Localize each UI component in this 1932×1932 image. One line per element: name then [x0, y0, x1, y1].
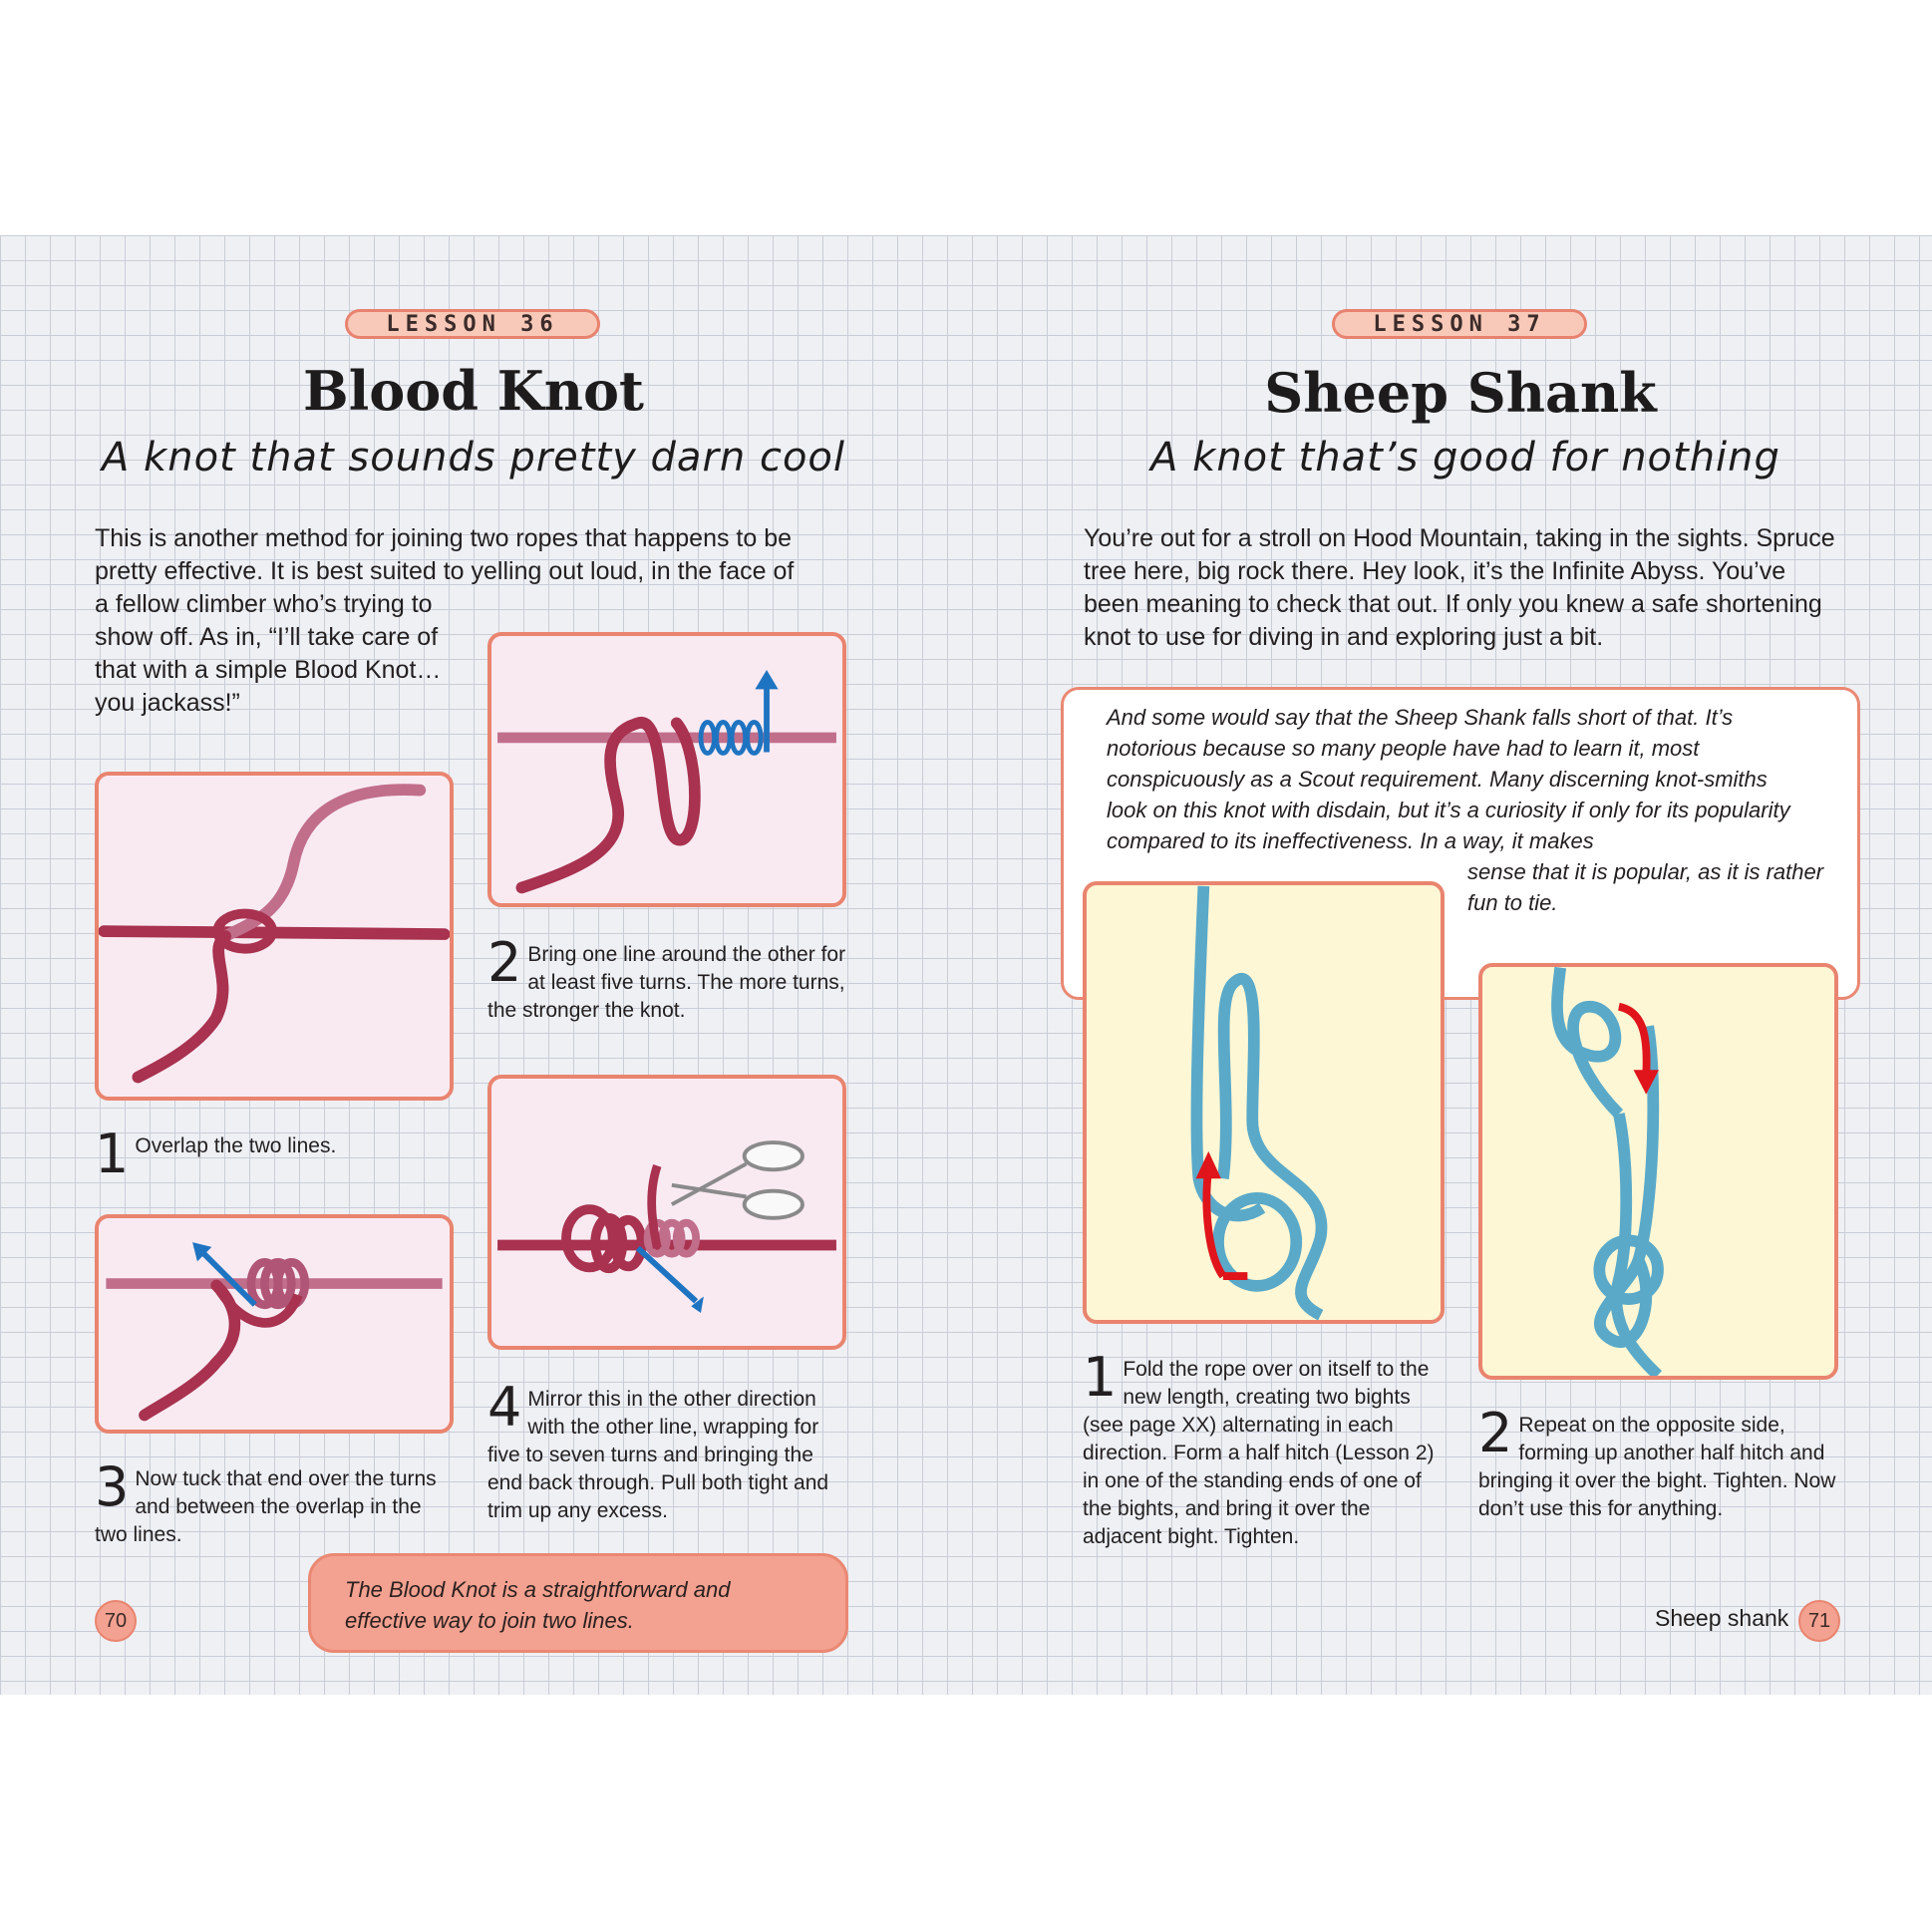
rope-bight-icon: [1087, 885, 1441, 1320]
step-1-description: Overlap the two lines.: [135, 1134, 337, 1157]
step-1-illustration: [1083, 881, 1445, 1324]
step-2-illustration: [1478, 963, 1838, 1380]
step-1-number: 1: [95, 1123, 130, 1185]
rope-wrap-icon: [491, 636, 842, 903]
step-4-number: 4: [487, 1376, 522, 1439]
step-2-description: Bring one line around the other for at least five turns. The more turns, the stronger the knot.: [487, 943, 846, 1022]
step-3-text: [95, 1455, 454, 1549]
page-number-right: 71: [1798, 1600, 1840, 1642]
page-title: Blood Knot: [303, 359, 644, 423]
intro-line-2: pretty effective. It is best suited to yelling out loud, in the face of: [95, 557, 795, 585]
rope-sheepshank-icon: [1482, 967, 1834, 1376]
page-number-left: 70: [95, 1600, 137, 1642]
step-2-text: [1478, 1402, 1838, 1523]
lesson-badge: LESSON 36: [345, 309, 600, 339]
rope-overlap-icon: [99, 776, 450, 1097]
step-4-description: Mirror this in the other direction with the other line, wrapping for five to seven turns and bringing the end back through. Pull both tight and trim up any excess.: [487, 1388, 829, 1522]
intro-paragraph: a fellow climber who’s trying to show off. As in, “I’ll take care of that with a simple Blood Knot…you jackass!”: [95, 590, 442, 717]
summary-callout: The Blood Knot is a straightforward and effective way to join two lines.: [308, 1553, 848, 1653]
step-2-text: [487, 931, 846, 1025]
step-2-number: 2: [1478, 1402, 1513, 1464]
step-1-illustration: [95, 772, 454, 1101]
rope-finish-icon: [491, 1079, 842, 1346]
intro-paragraph: You’re out for a stroll on Hood Mountain, taking in the sights. Spruce tree here, big rock there. Hey look, it’s the Infinite Abyss. You’ve been meaning to check that out. If only you knew a safe shortening knot to use for diving in and exploring just a bit.: [1084, 524, 1835, 651]
step-4-text: [487, 1376, 846, 1525]
rope-tuck-icon: [99, 1218, 450, 1430]
step-3-description: Now tuck that end over the turns and between the overlap in the two lines.: [95, 1467, 437, 1546]
intro-line-1: This is another method for joining two ropes that happens to be: [95, 524, 793, 552]
step-2-number: 2: [487, 931, 522, 994]
step-2-description: Repeat on the opposite side, forming up another half hitch and bringing it over the bight. Tighten. Now don’t use this for anything.: [1478, 1414, 1836, 1520]
step-1-description: Fold the rope over on itself to the new length, creating two bights (see page XX) alternating in each direction. Form a half hitch (Lesson 2) in one of the standing ends of one of the bights, and bring it over the adjacent bight. Tighten.: [1083, 1358, 1435, 1548]
step-2-illustration: [487, 632, 846, 907]
page-subtitle: A knot that sounds pretty darn cool: [101, 435, 846, 481]
note-text: And some would say that the Sheep Shank falls short of that. It’s notorious because so many people have had to learn it, most conspicuously as a Scout requirement. Many discerning knot-smiths look on this knot with disdain, but it’s a curiosity if only for its popularity compared to its ineffectiveness. In a way, it makes: [1107, 705, 1790, 853]
note-text-tail: sense that it is popular, as it is rather fun to tie.: [1467, 859, 1824, 915]
step-1-text: [95, 1123, 454, 1185]
step-1-number: 1: [1083, 1346, 1118, 1409]
page-title: Sheep Shank: [1264, 361, 1657, 425]
running-footer: Sheep shank: [1655, 1605, 1789, 1631]
step-4-illustration: [487, 1075, 846, 1350]
step-3-illustration: [95, 1214, 454, 1434]
lesson-badge: LESSON 37: [1332, 309, 1587, 339]
page-subtitle: A knot that’s good for nothing: [1150, 435, 1780, 481]
step-1-text: [1083, 1346, 1445, 1551]
step-3-number: 3: [95, 1455, 130, 1518]
